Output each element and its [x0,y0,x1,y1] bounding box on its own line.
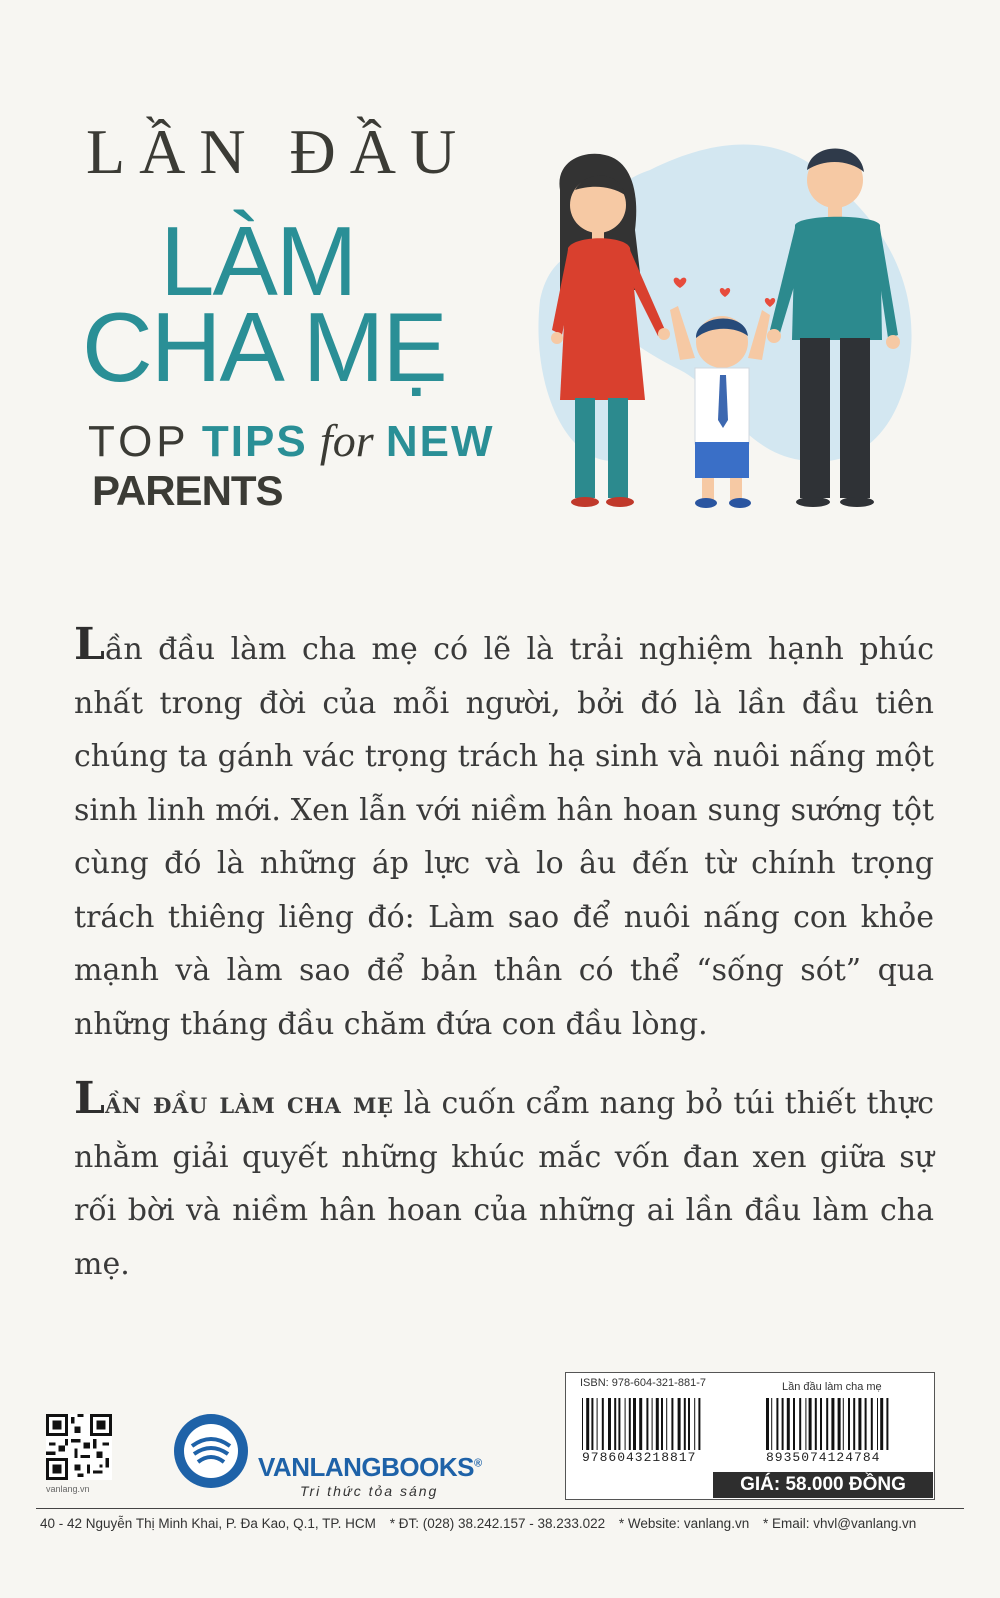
title-line-1: LẦN ĐẦU [86,116,471,187]
family-illustration [530,130,930,520]
footer-phone: * ĐT: (028) 38.242.157 - 38.233.022 [389,1516,606,1531]
subtitle-parents: PARENTS [92,467,283,514]
barcode-book-name: Lần đầu làm cha mẹ [782,1381,882,1393]
footer-email: * Email: vhvl@vanlang.vn [762,1516,917,1531]
publisher-slogan: Tri thức tỏa sáng [300,1483,439,1499]
paragraph-1-text: ần đầu làm cha mẹ có lẽ là trải nghiệm hạnh phúc nhất trong đời của mỗi người, bởi đó là lần đầu tiên chúng ta gánh vác trọng trách hạ sinh và nuôi nấng một sinh linh mới. Xen lẫn với niềm hân hoan sung sướng tột cùng đó là những áp lực và lo âu đến từ chính trọng trách thiêng liêng đó: Làm sao để nuôi nấng con khỏe mạnh và làm sao để bản thân có thể “sống sót” qua những tháng đầu chăm đứa con đầu lòng. [74,632,934,1042]
isbn-barcode-icon [580,1398,730,1450]
qr-label: vanlang.vn [46,1484,90,1494]
isbn-label: ISBN: 978-604-321-881-7 [580,1377,706,1389]
title-line-2: LÀM [160,206,356,316]
drop-cap: L [74,1073,105,1124]
subtitle [88,415,495,466]
subtitle-top: TOP [88,417,190,466]
book-name-inline: ần đầu làm cha mẹ [104,1086,394,1121]
drop-cap: L [74,619,105,670]
brand-name: VANLANGBOOKS [258,1452,474,1482]
publisher-brand [258,1452,482,1483]
ean-barcode-icon [764,1398,914,1450]
title-line-3: CHA MẸ [82,292,446,402]
paragraph-2-text: là cuốn cẩm nang bỏ túi thiết thực nhằm giải quyết những khúc mắc vốn đan xen giữa sự rối bời và niềm hân hoan của những ai lần đầu làm cha mẹ. [74,1086,934,1282]
qr-code-icon [46,1414,112,1480]
price-label: GIÁ: 58.000 ĐỒNG [713,1472,933,1498]
isbn-number: 9786043218817 [582,1450,697,1465]
description-paragraph-2 [74,1072,934,1291]
footer-website: * Website: vanlang.vn [618,1516,750,1531]
ean-number: 8935074124784 [766,1450,881,1465]
footer-divider [36,1508,964,1509]
footer-address: 40 - 42 Nguyễn Thị Minh Khai, P. Đa Kao, Q.1, TP. HCM [40,1516,376,1531]
description-paragraph-1 [74,618,934,1051]
subtitle-new: NEW [385,417,495,466]
registered-mark: ® [473,1457,482,1470]
footer-contact [40,1516,970,1531]
vanlang-logo-icon [172,1412,250,1490]
subtitle-for: for [319,415,374,466]
subtitle-tips: TIPS [201,417,308,466]
